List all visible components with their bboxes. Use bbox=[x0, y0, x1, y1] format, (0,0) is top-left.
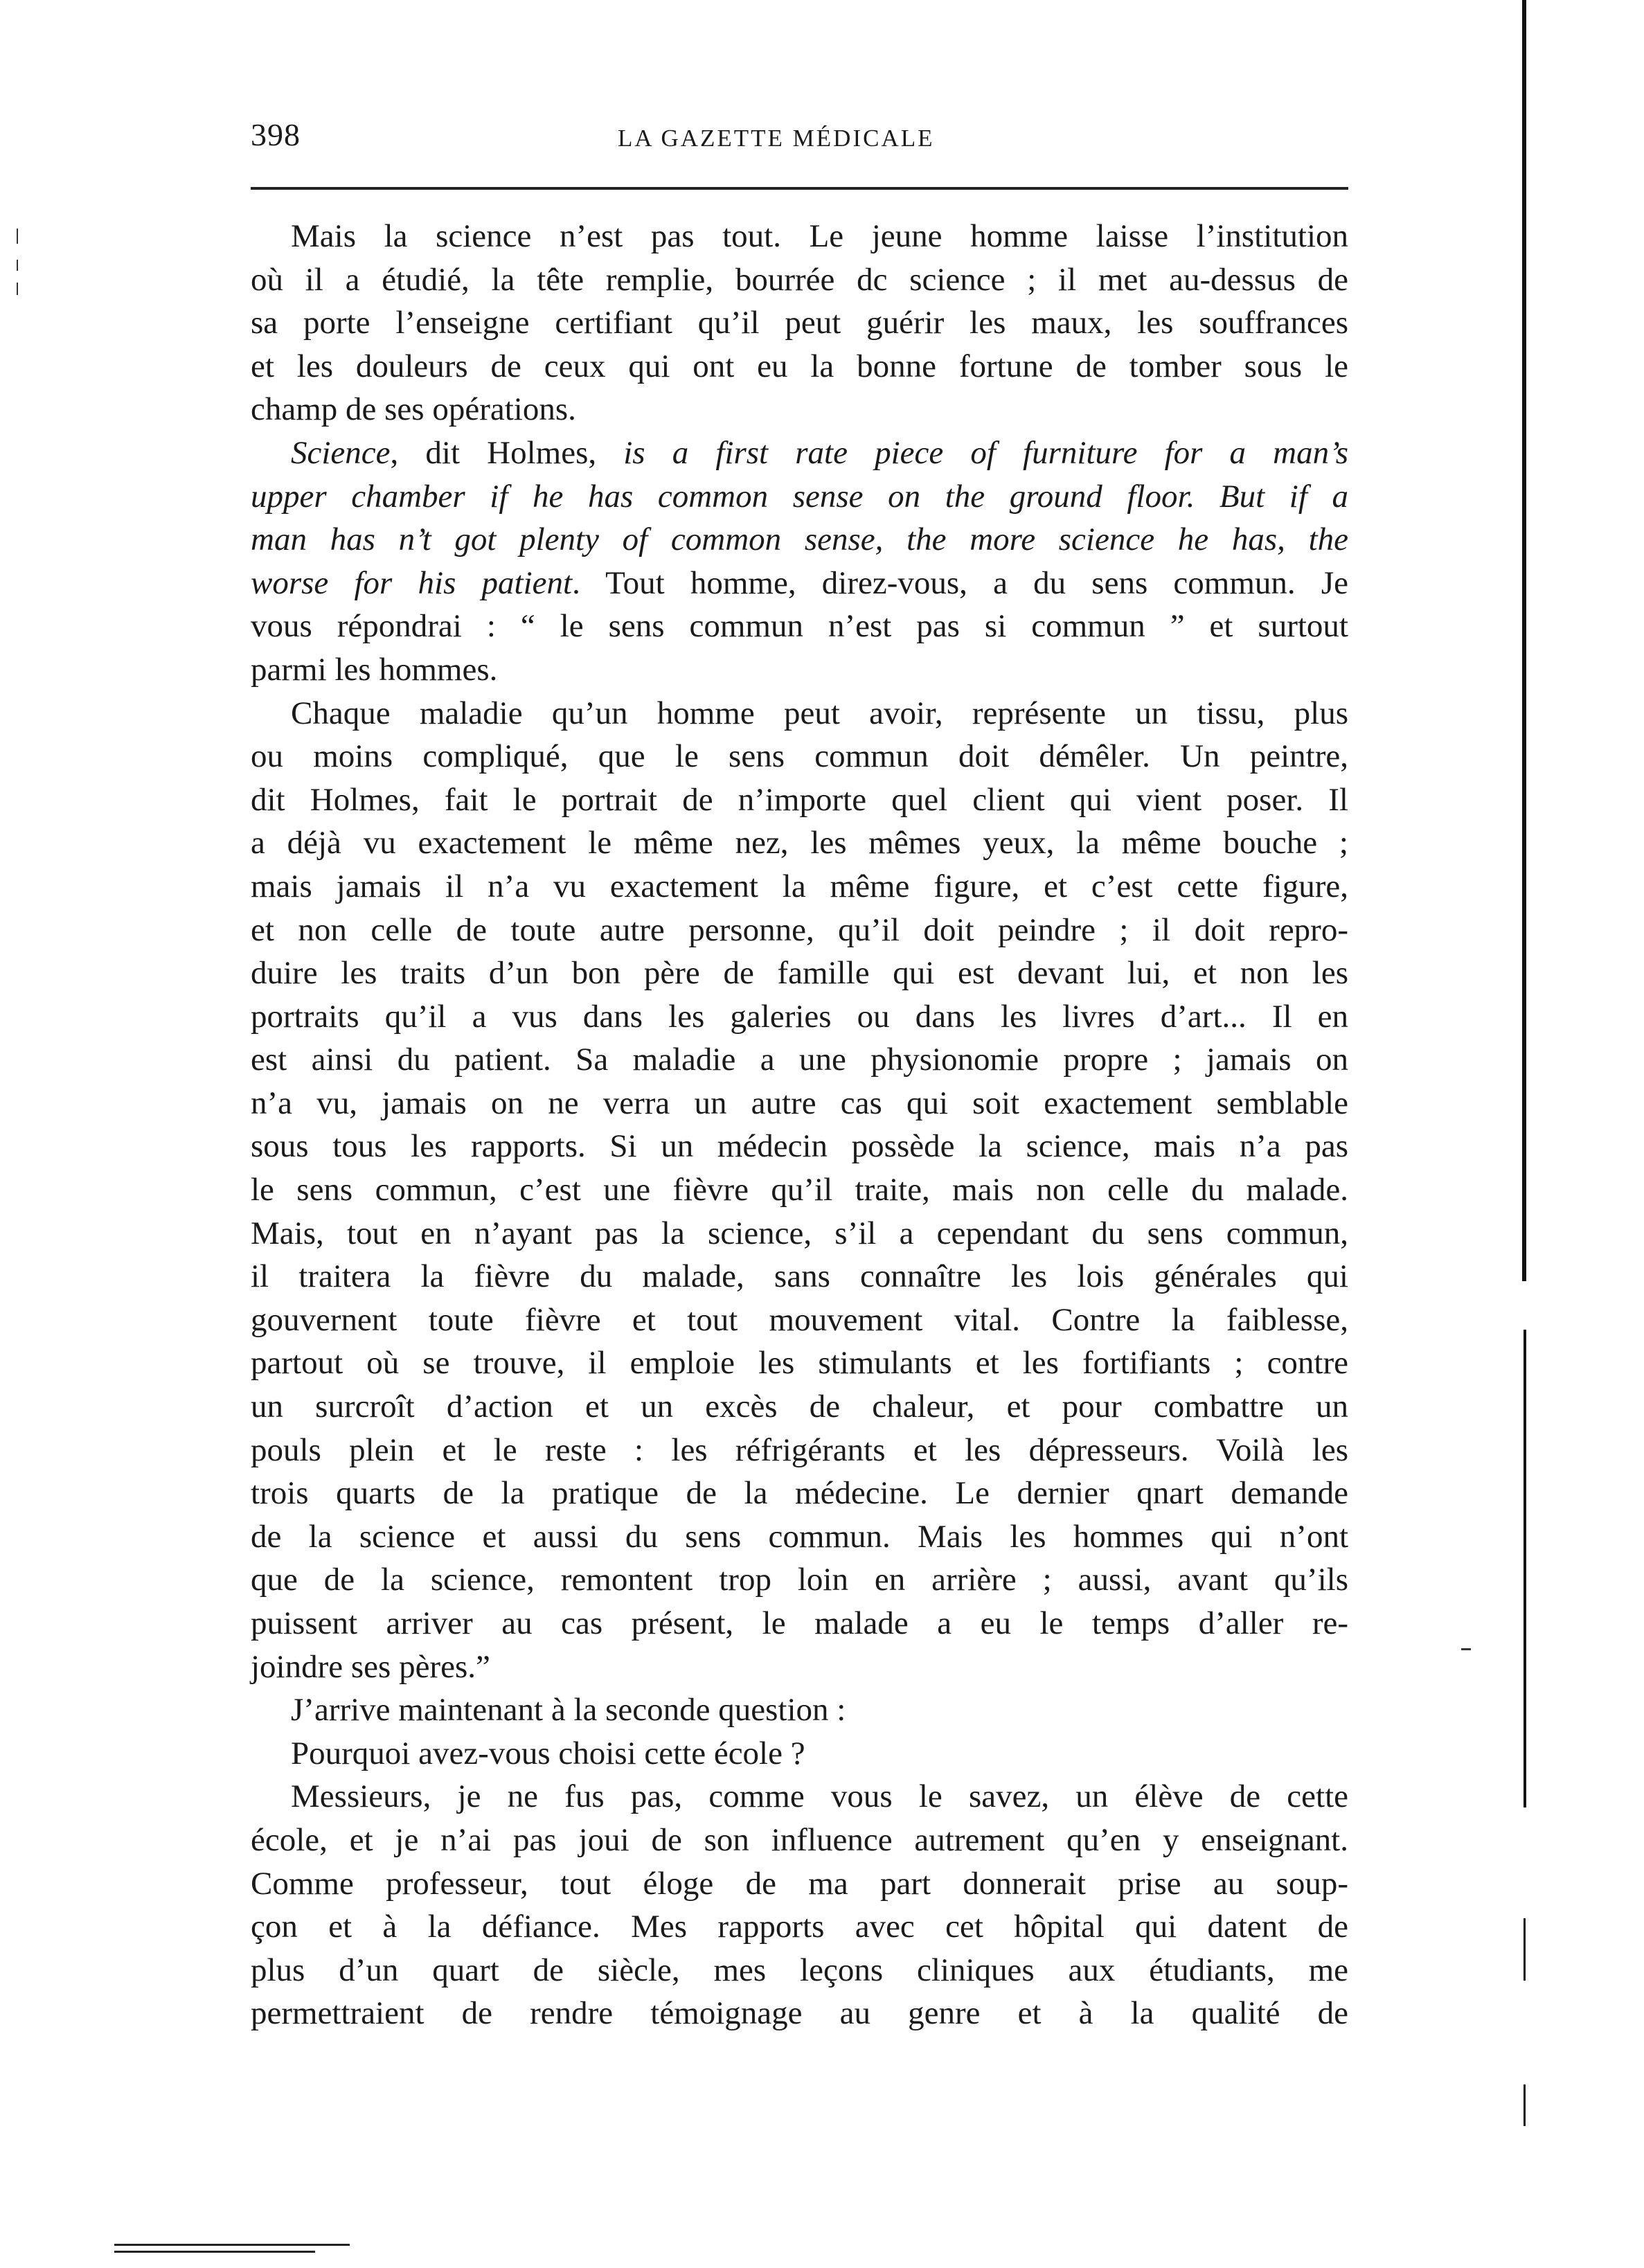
text-line: pouls plein et le reste : les réfrigérants et les dépresseurs. Voilà les bbox=[251, 1431, 1348, 1468]
text-line: a déjà vu exactement le même nez, les mêmes yeux, la même bouche ; bbox=[251, 825, 1348, 861]
italic-phrase: man has n’t got plenty of common sense, the more science he has, the bbox=[251, 521, 1348, 558]
text-line: il traitera la fièvre du malade, sans connaître les lois générales qui bbox=[251, 1258, 1348, 1295]
text-line: et non celle de toute autre personne, qu’il doit peindre ; il doit repro- bbox=[251, 911, 1348, 948]
text-line: Mais, tout en n’ayant pas la science, s’il a cependant du sens commun, bbox=[251, 1215, 1348, 1251]
body-text bbox=[251, 215, 1348, 2035]
text-line: Mais la science n’est pas tout. Le jeune homme laisse l’institution bbox=[291, 218, 1348, 254]
italic-phrase: upper chamber if he has common sense on the ground floor. But if a bbox=[251, 478, 1348, 515]
text-line: çon et à la défiance. Mes rapports avec cet hôpital qui datent de bbox=[251, 1909, 1348, 1945]
text-line: mais jamais il n’a vu exactement la même figure, et c’est cette figure, bbox=[251, 868, 1348, 904]
text-line: puissent arriver au cas présent, le malade a eu le temps d’aller re- bbox=[251, 1605, 1348, 1641]
text-line: sa porte l’enseigne certifiant qu’il peut guérir les maux, les souffrances bbox=[251, 305, 1348, 341]
text-fragment: . Tout homme, direz-vous, a du sens commun. Je bbox=[572, 564, 1349, 601]
binding-line bbox=[1524, 1918, 1526, 1981]
page-binding-edge bbox=[1522, 0, 1529, 2268]
text-line: champ de ses opérations. bbox=[251, 391, 576, 428]
text-line-quote bbox=[251, 431, 1348, 475]
italic-phrase: is a first rate piece of furniture for a man’s bbox=[623, 434, 1349, 471]
text-line: que de la science, remontent trop loin en arrière ; aussi, avant qu’ils bbox=[251, 1562, 1348, 1598]
text-line-quote bbox=[251, 475, 1348, 519]
text-line: de la science et aussi du sens commun. Mais les hommes qui n’ont bbox=[251, 1518, 1348, 1555]
margin-mark bbox=[1461, 1648, 1471, 1650]
text-line: Pourquoi avez-vous choisi cette école ? bbox=[291, 1735, 805, 1771]
text-line: n’a vu, jamais on ne verra un autre cas qui soit exactement semblable bbox=[251, 1084, 1348, 1121]
text-line: duire les traits d’un bon père de famille qui est devant lui, et non les bbox=[251, 955, 1348, 992]
text-line: sous tous les rapports. Si un médecin possède la science, mais n’a pas bbox=[251, 1128, 1348, 1165]
text-line: dit Holmes, fait le portrait de n’importe quel client qui vient poser. Il bbox=[251, 781, 1348, 818]
text-fragment: , dit Holmes, bbox=[390, 434, 597, 471]
text-line: partout où se trouve, il emploie les stimulants et les fortifiants ; contre bbox=[251, 1345, 1348, 1382]
text-line: permettraient de rendre témoignage au genre et à la qualité de bbox=[251, 1995, 1348, 2032]
text-line: joindre ses pères.” bbox=[251, 1648, 490, 1685]
margin-mark bbox=[17, 229, 18, 244]
page-number: 398 bbox=[251, 117, 301, 152]
journal-title: LA GAZETTE MÉDICALE bbox=[618, 125, 935, 152]
binding-line bbox=[1524, 2084, 1526, 2126]
text-line: école, et je n’ai pas joui de son influence autrement qu’en y enseignant. bbox=[251, 1821, 1348, 1858]
text-line: Messieurs, je ne fus pas, comme vous le savez, un élève de cette bbox=[291, 1778, 1348, 1815]
text-line: gouvernent toute fièvre et tout mouvement vital. Contre la faiblesse, bbox=[251, 1301, 1348, 1338]
text-line: Comme professeur, tout éloge de ma part donnerait prise au soup- bbox=[251, 1865, 1348, 1902]
text-line: est ainsi du patient. Sa maladie a une physionomie propre ; jamais on bbox=[251, 1042, 1348, 1078]
text-line: parmi les hommes. bbox=[251, 651, 498, 688]
text-line: plus d’un quart de siècle, mes leçons cliniques aux étudiants, me bbox=[251, 1952, 1348, 1988]
bottom-rule bbox=[114, 2251, 315, 2253]
italic-phrase: worse for his patient bbox=[251, 564, 573, 601]
text-line-quote bbox=[251, 562, 1348, 605]
text-line: où il a étudié, la tête remplie, bourrée dc science ; il met au-dessus de bbox=[251, 261, 1348, 298]
text-line-quote bbox=[251, 518, 1348, 562]
text-line: vous répondrai : “ le sens commun n’est pas si commun ” et surtout bbox=[251, 608, 1348, 645]
text-line: le sens commun, c’est une fièvre qu’il traite, mais non celle du malade. bbox=[251, 1172, 1348, 1208]
text-line: ou moins compliqué, que le sens commun doit démêler. Un peintre, bbox=[251, 738, 1348, 775]
binding-line bbox=[1522, 0, 1526, 1281]
text-line: un surcroît d’action et un excès de chaleur, et pour combattre un bbox=[251, 1389, 1348, 1425]
running-head bbox=[251, 116, 1345, 158]
text-line: portraits qu’il a vus dans les galeries ou dans les livres d’art... Il en bbox=[251, 998, 1348, 1035]
bottom-rule bbox=[114, 2244, 350, 2246]
margin-mark bbox=[17, 283, 18, 295]
text-line: J’arrive maintenant à la seconde question : bbox=[291, 1692, 846, 1729]
italic-phrase: Science bbox=[291, 434, 391, 471]
binding-line bbox=[1524, 1330, 1526, 1807]
text-line: Chaque maladie qu’un homme peut avoir, représente un tissu, plus bbox=[291, 695, 1348, 731]
header-rule bbox=[251, 187, 1348, 190]
text-line: et les douleurs de ceux qui ont eu la bonne fortune de tomber sous le bbox=[251, 348, 1348, 384]
margin-mark bbox=[17, 260, 18, 271]
text-line: trois quarts de la pratique de la médecine. Le dernier qnart demande bbox=[251, 1475, 1348, 1512]
